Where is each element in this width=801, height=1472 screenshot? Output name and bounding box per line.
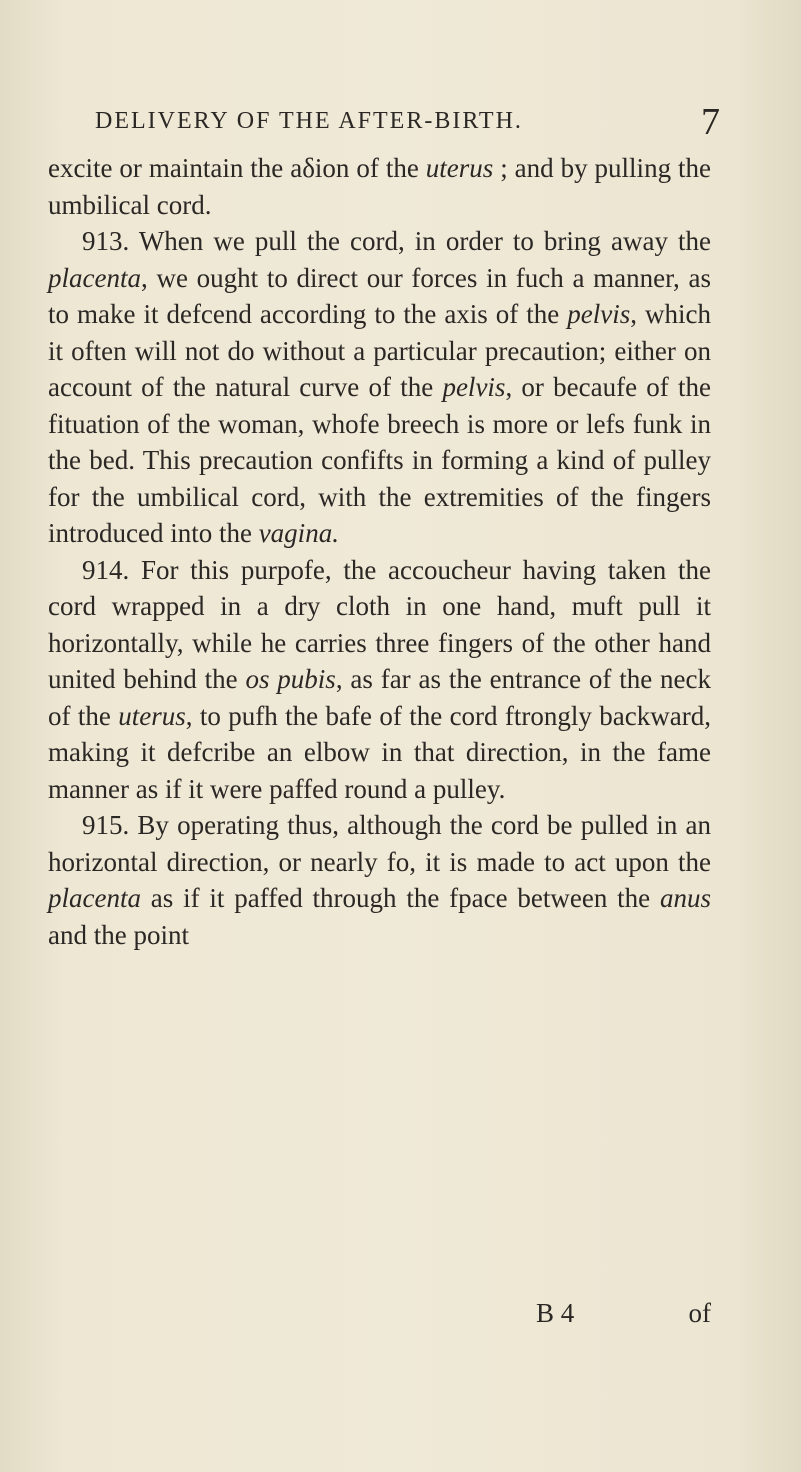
italic-term: placenta — [48, 883, 141, 913]
italic-term: pelvis — [442, 372, 506, 402]
paragraph-914 — [48, 552, 711, 808]
signature-mark: B 4 — [536, 1298, 575, 1328]
text-run: 914. For this purpofe, the accoucheur having taken the cord wrapped in a dry cloth in one hand, muft pull it horizontally, while he carries three fingers of the other hand united behind the — [48, 554, 711, 694]
body-text — [48, 150, 711, 953]
page-header — [95, 102, 720, 146]
text-run: as if it paffed through the fpace between the — [140, 883, 660, 913]
paragraph-915 — [48, 807, 711, 953]
text-run: 915. By operating thus, although the cord be pulled in an horizontal direction, or nearly fo, it is made to act upon the — [48, 810, 711, 877]
text-run: and the point — [48, 919, 189, 950]
text-run: , as far as the entrance of the neck of the — [48, 664, 711, 731]
text-run: 913. When we pull the cord, in order to bring away the — [82, 226, 711, 256]
paragraph-continuation — [48, 150, 711, 223]
text-run: , or becaufe of the fituation of the woman, whofe breech is more or lefs funk in the bed. This precaution confifts in forming a kind of pulley for the umbilical cord, with the extremities of the fingers introduced into the — [48, 372, 712, 548]
text-run: excite or maintain the aδion of the — [48, 153, 426, 183]
page-number: 7 — [701, 101, 720, 143]
italic-term: os pubis — [245, 664, 336, 694]
running-head: DELIVERY OF THE AFTER-BIRTH. — [95, 108, 523, 134]
paragraph-913 — [48, 223, 711, 552]
text-run: , we ought to direct our forces in fuch a manner, as to make it defcend according to the axis of the — [48, 262, 711, 329]
text-run: , which it often will not do without a particular precaution; either on account of the natural curve of the — [48, 299, 711, 402]
italic-term: anus — [659, 883, 711, 913]
italic-term: uterus — [118, 700, 186, 731]
catchword: of — [688, 1298, 711, 1328]
italic-term: placenta — [48, 262, 141, 293]
text-run: , to pufh the bafe of the cord ftrongly backward, making it defcribe an elbow in that direction, in the fame manner as if it were paffed round a pulley. — [48, 700, 711, 804]
italic-term: vagina. — [258, 518, 339, 548]
italic-term: pelvis — [567, 299, 631, 329]
text-run: ; and by pulling the umbilical cord. — [48, 153, 711, 220]
page-footer — [48, 1298, 711, 1334]
italic-term: uterus — [425, 153, 494, 183]
